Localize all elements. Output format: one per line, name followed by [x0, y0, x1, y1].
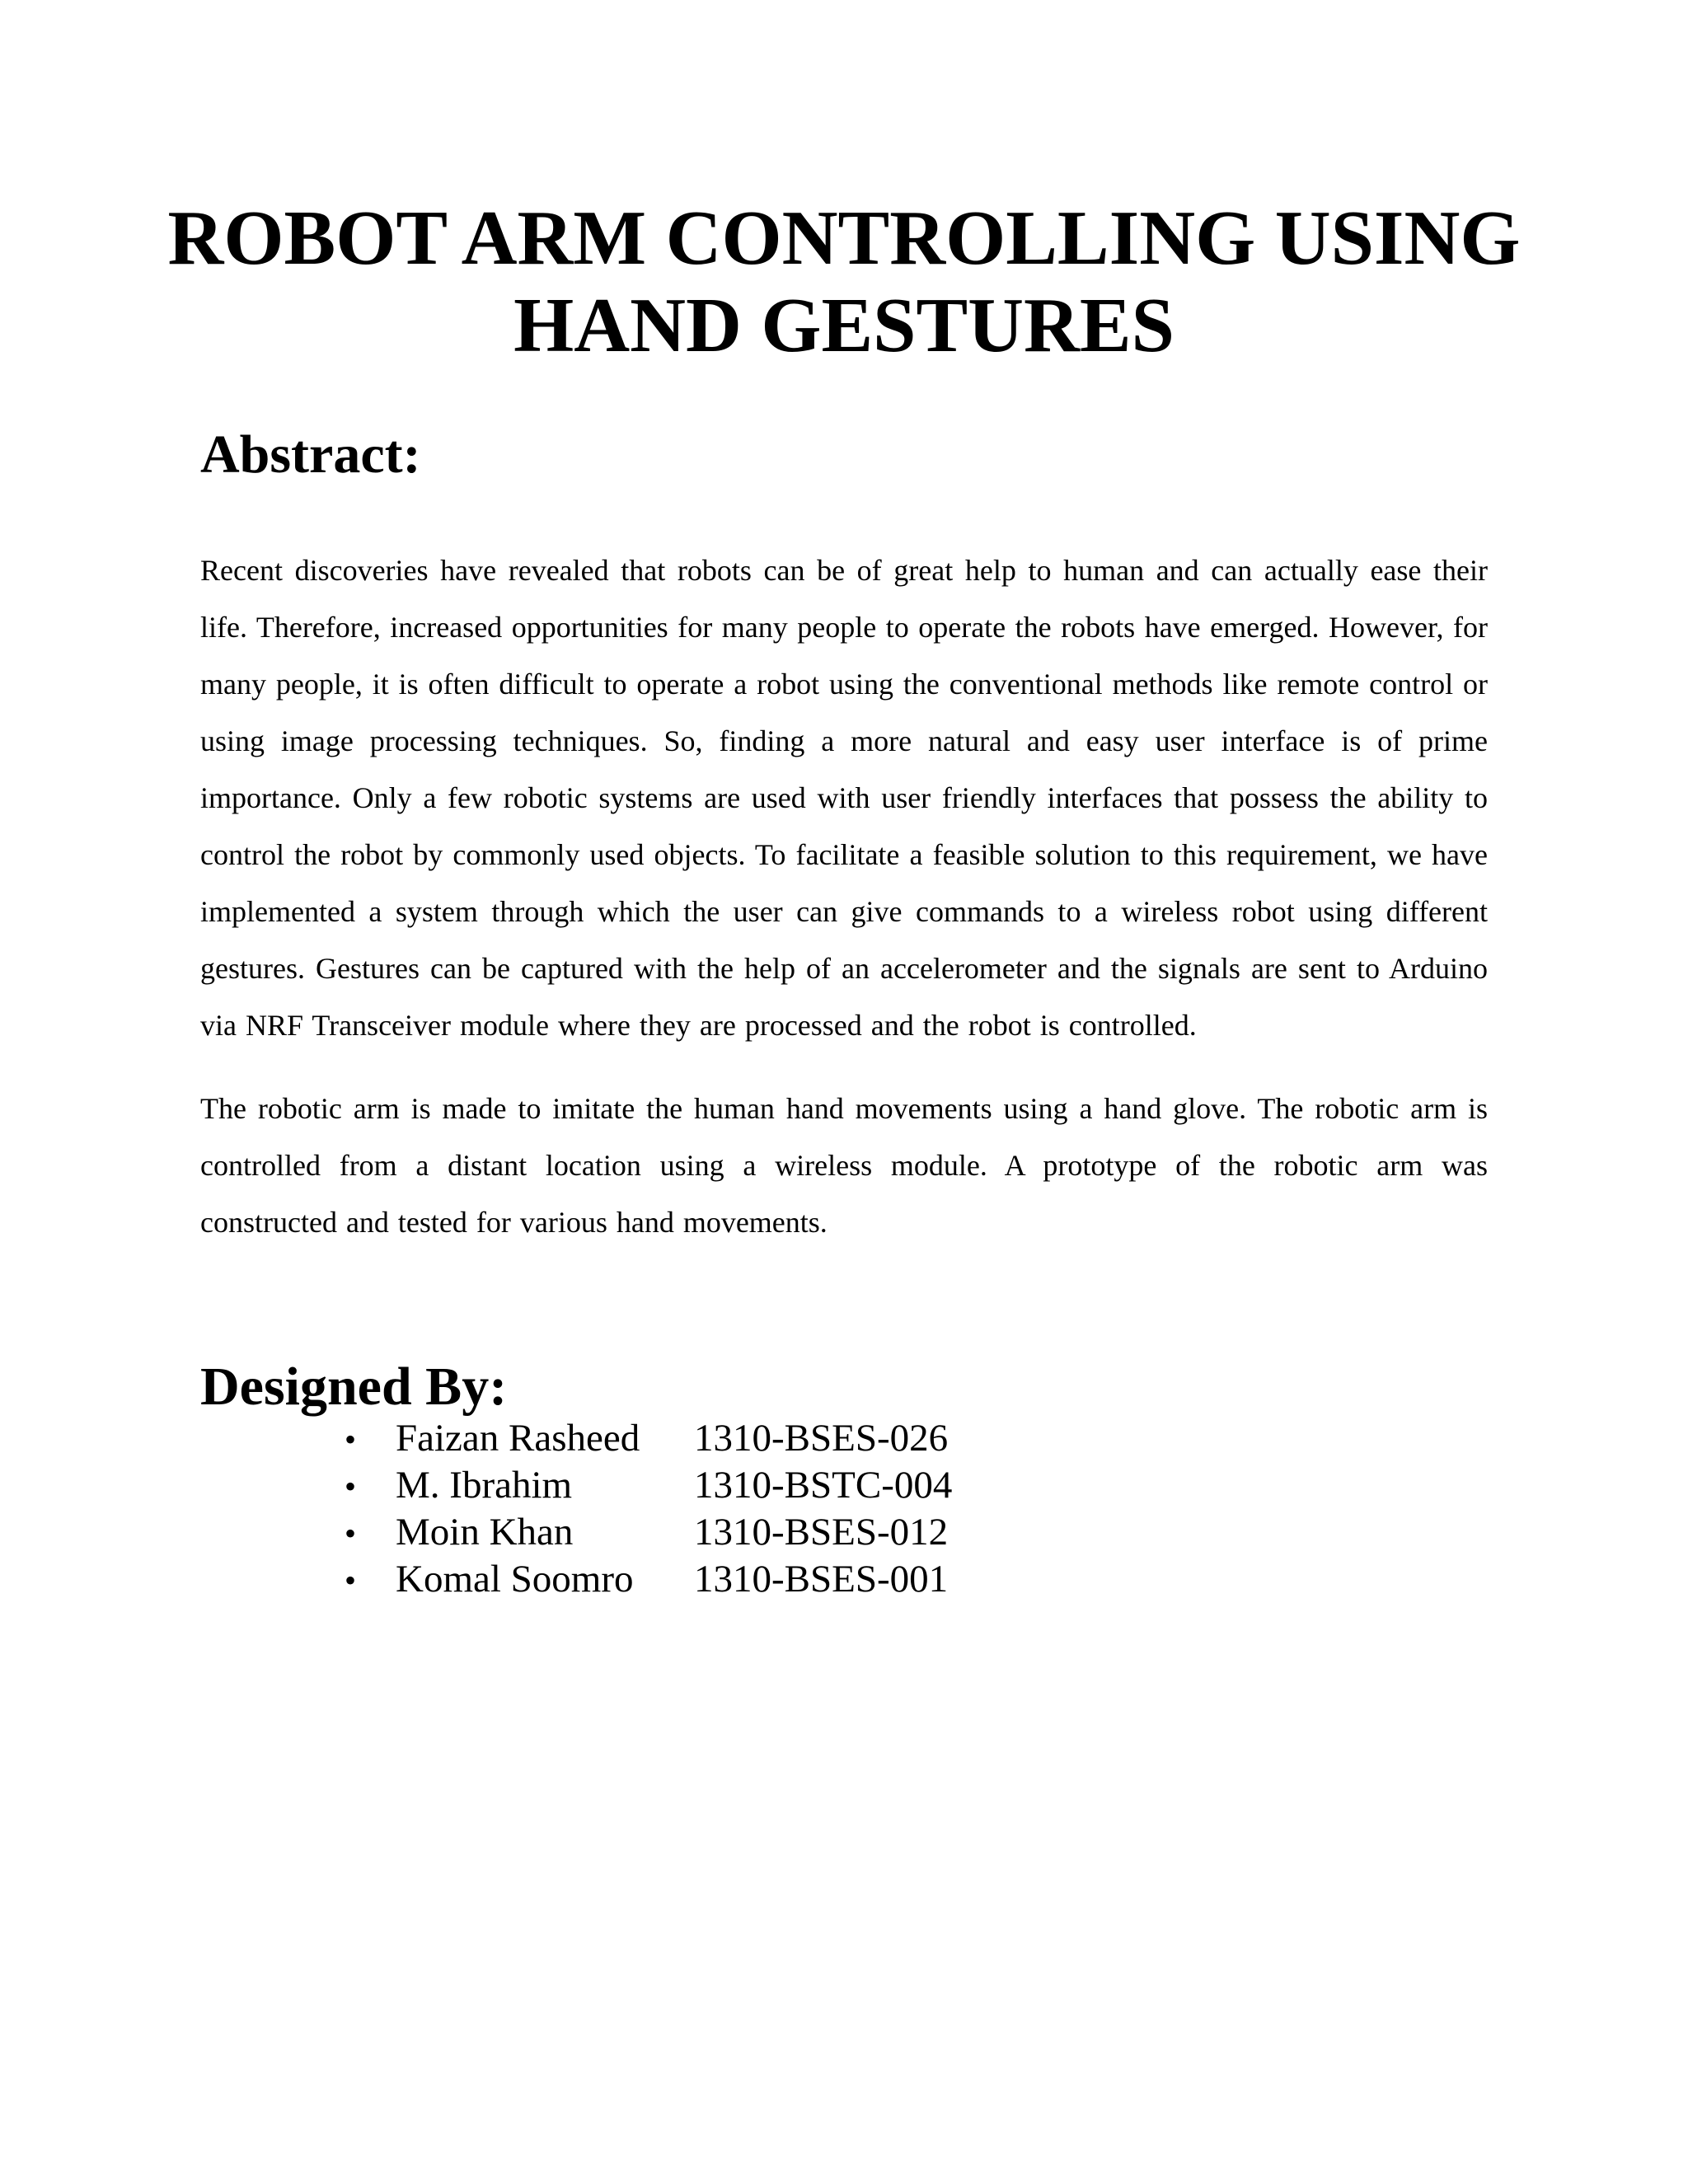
- bullet-icon: •: [345, 1468, 357, 1505]
- team-member: [345, 1556, 974, 1603]
- designed-by-heading: Designed By:: [200, 1357, 508, 1417]
- member-id: 1310-BSES-026: [694, 1417, 949, 1460]
- member-name: Komal Soomro: [396, 1558, 634, 1601]
- member-name: Moin Khan: [396, 1511, 574, 1554]
- team-member: [345, 1415, 974, 1462]
- document-title: [0, 194, 1688, 369]
- abstract-paragraph-1: Recent discoveries have revealed that robots can be of great help to human and can actually ease their life. Therefore, increased opportunities for many people to operate the robots have emerged. However, for many people, it is often difficult to operate a robot using the conventional methods like remote control or using image processing techniques. So, finding a more natural and easy user interface is of prime importance. Only a few robotic systems are used with user friendly interfaces that possess the ability to control the robot by commonly used objects. To facilitate a feasible solution to this requirement, we have implemented a system through which the user can give commands to a wireless robot using different gestures. Gestures can be captured with the help of an accelerometer and the signals are sent to Arduino via NRF Transceiver module where they are processed and the robot is controlled.: [200, 554, 1488, 1042]
- abstract-paragraph-2: The robotic arm is made to imitate the human hand movements using a hand glove. The robotic arm is controlled from a distant location using a wireless module. A prototype of the robotic arm was constructed and tested for various hand movements.: [200, 1092, 1488, 1239]
- bullet-icon: •: [345, 1515, 357, 1552]
- member-name: Faizan Rasheed: [396, 1417, 640, 1460]
- member-id: 1310-BSTC-004: [694, 1464, 953, 1507]
- bullet-icon: •: [345, 1562, 357, 1599]
- title-line-2: HAND GESTURES: [513, 283, 1175, 368]
- title-line-1: ROBOT ARM CONTROLLING USING: [167, 195, 1521, 281]
- member-name: M. Ibrahim: [396, 1464, 573, 1507]
- team-member: [345, 1509, 974, 1556]
- team-member-list: [345, 1415, 974, 1603]
- bullet-icon: •: [345, 1421, 357, 1458]
- abstract-body: [200, 542, 1488, 1277]
- member-id: 1310-BSES-001: [694, 1558, 949, 1601]
- member-id: 1310-BSES-012: [694, 1511, 949, 1554]
- team-member: [345, 1462, 974, 1509]
- abstract-heading: Abstract:: [200, 424, 421, 485]
